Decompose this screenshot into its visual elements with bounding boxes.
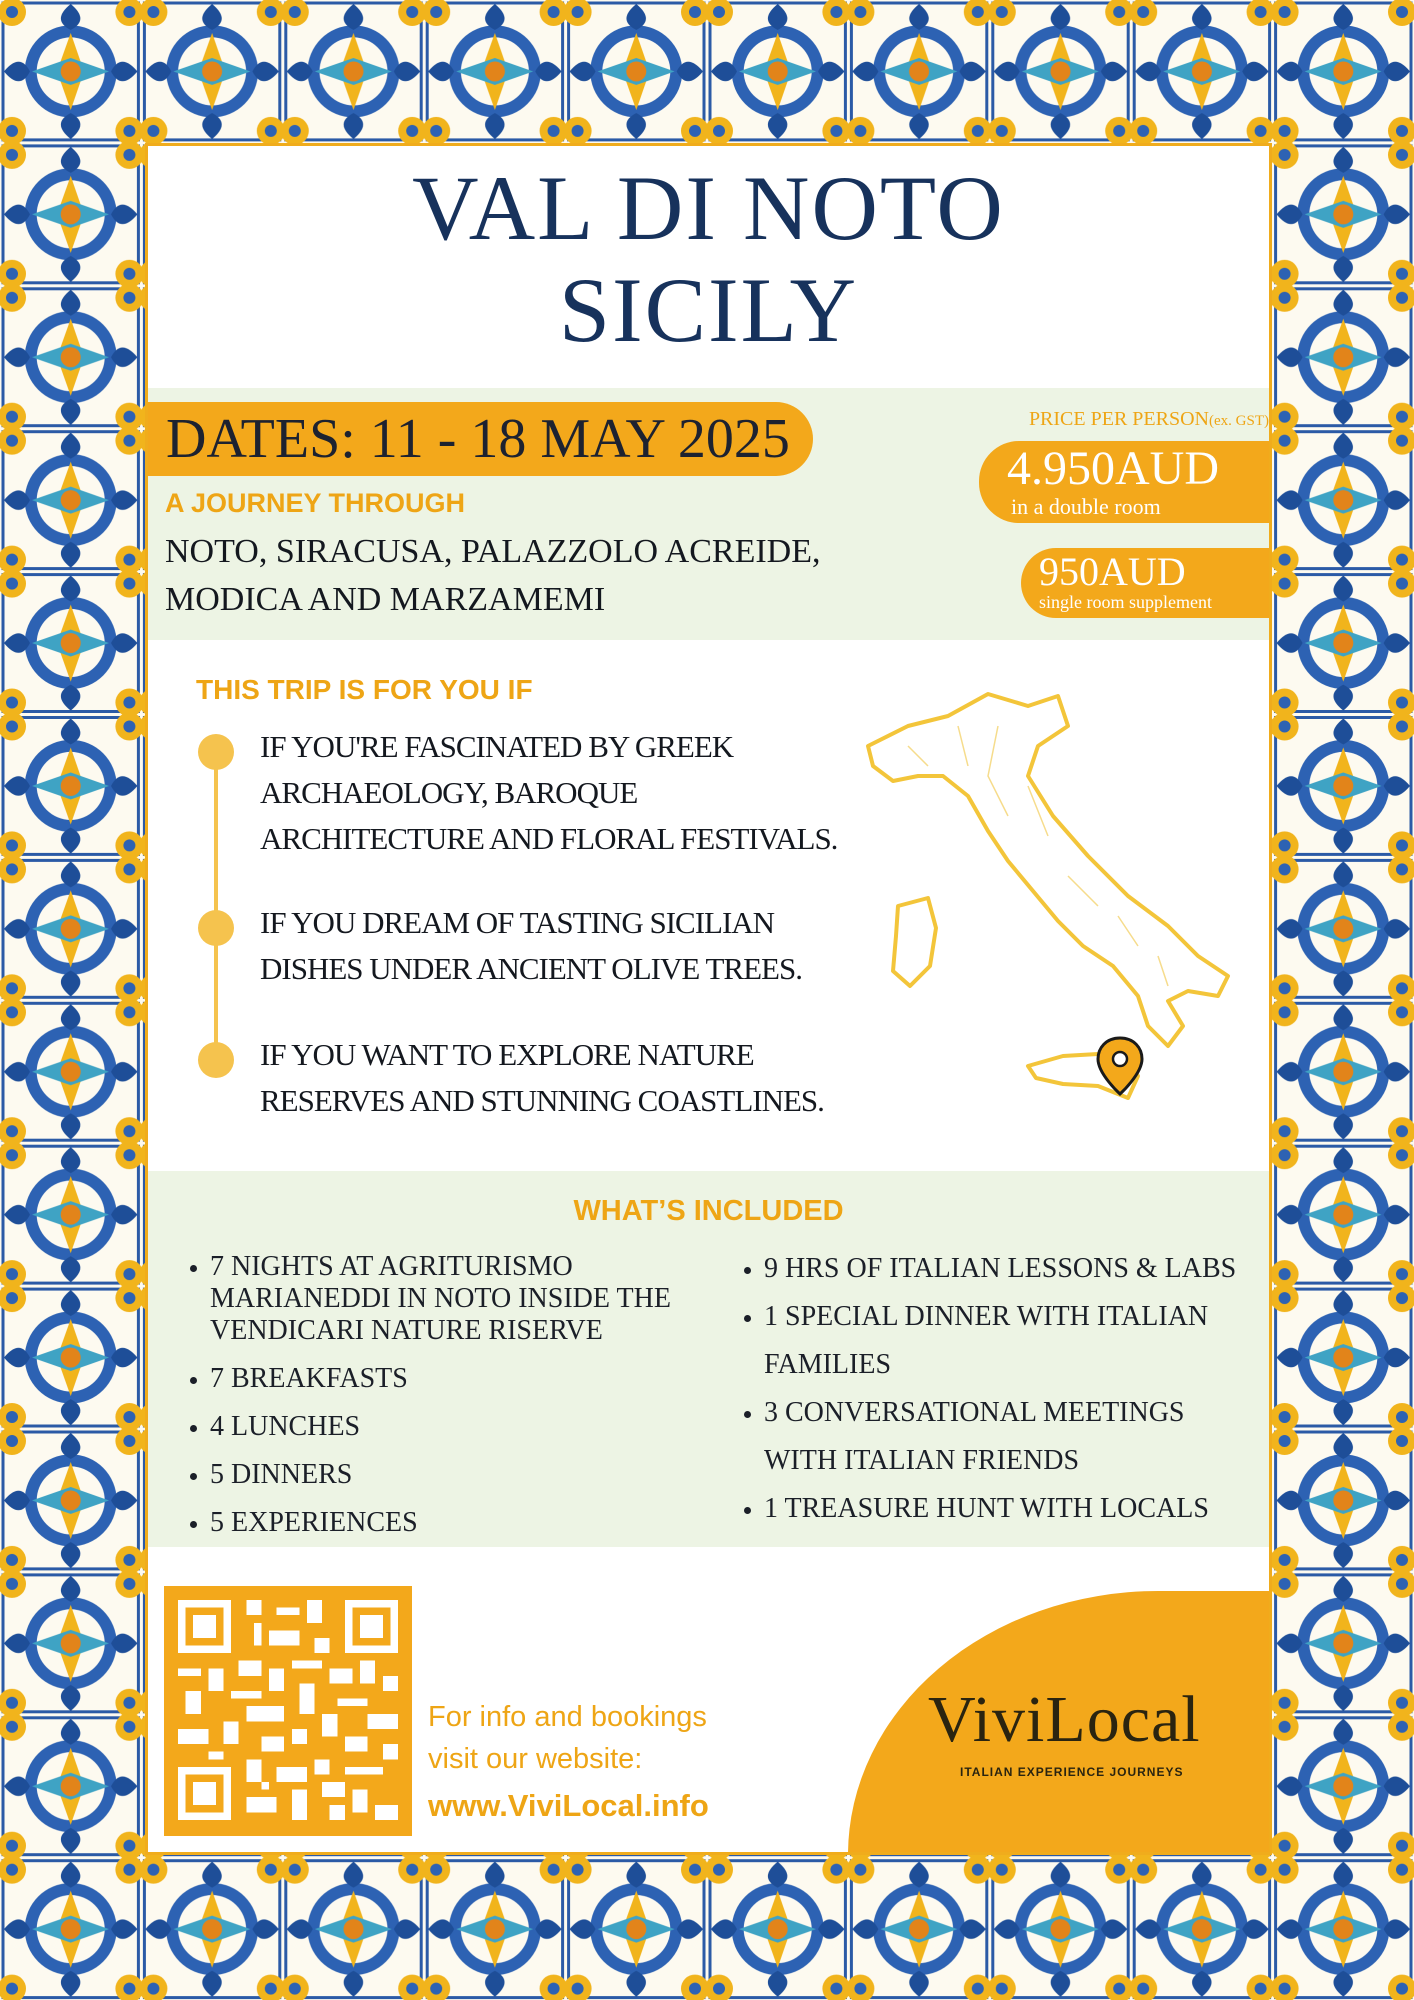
- timeline-dot-3: [198, 1042, 234, 1078]
- included-left-item-3: • 4 LUNCHES: [210, 1403, 680, 1451]
- included-right-item-3: • 3 CONVERSATIONAL MEETINGS WITH ITALIAN FRIENDS: [764, 1389, 1264, 1485]
- included-right-item-1: • 9 HRS OF ITALIAN LESSONS & LABS: [764, 1245, 1264, 1293]
- website-link[interactable]: www.ViviLocal.info: [428, 1788, 709, 1823]
- qr-code-icon[interactable]: [164, 1586, 412, 1836]
- included-left-item-1: • 7 NIGHTS AT AGRITURISMO MARIANEDDI IN NOTO INSIDE THE VENDICARI NATURE RISERVE: [210, 1251, 680, 1355]
- included-heading: WHAT’S INCLUDED: [573, 1195, 844, 1227]
- included-list-right: [734, 1245, 1264, 1533]
- timeline-line: [214, 746, 218, 1066]
- included-right-item-2: • 1 SPECIAL DINNER WITH ITALIAN FAMILIES: [764, 1293, 1264, 1389]
- info-text-line-2: visit our website:: [428, 1743, 643, 1775]
- for-you-item-3-line-2: RESERVES AND STUNNING COASTLINES.: [260, 1083, 824, 1118]
- double-room-price: 4.950AUD: [1007, 442, 1219, 495]
- for-you-item-3: [260, 1032, 824, 1124]
- title-line-1: VAL DI NOTO: [412, 157, 1005, 259]
- trip-summary-section: [148, 388, 1269, 640]
- price-label-note: (ex. GST): [1209, 413, 1269, 429]
- included-list-left: [180, 1251, 680, 1547]
- included-right-item-4: • 1 TREASURE HUNT WITH LOCALS: [764, 1485, 1264, 1533]
- dates-banner: [148, 402, 813, 476]
- for-you-item-3-line-1: IF YOU WANT TO EXPLORE NATURE: [260, 1037, 754, 1072]
- flyer-panel: [145, 143, 1272, 1855]
- double-room-note: in a double room: [1011, 494, 1161, 519]
- timeline-dot-1: [198, 734, 234, 770]
- brand-logo: ViviLocal: [928, 1683, 1201, 1756]
- for-you-item-2: [260, 900, 802, 992]
- for-you-item-2-line-2: DISHES UNDER ANCIENT OLIVE TREES.: [260, 951, 802, 986]
- italy-map-icon: [838, 666, 1258, 1106]
- price-label-text: PRICE PER PERSON: [1028, 408, 1209, 430]
- info-text-line-1: For info and bookings: [428, 1701, 707, 1733]
- brand-tagline: ITALIAN EXPERIENCE JOURNEYS: [960, 1765, 1184, 1779]
- timeline-dot-2: [198, 910, 234, 946]
- for-you-item-1: [260, 724, 837, 862]
- for-you-item-2-line-1: IF YOU DREAM OF TASTING SICILIAN: [260, 905, 775, 940]
- for-you-item-1-line-1: IF YOU'RE FASCINATED BY GREEK: [260, 729, 734, 764]
- price-label: [969, 408, 1269, 431]
- for-you-item-1-line-2: ARCHAEOLOGY, BAROQUE: [260, 775, 638, 810]
- single-supplement-note: single room supplement: [1039, 592, 1212, 612]
- journey-line-1: NOTO, SIRACUSA, PALAZZOLO ACREIDE,: [165, 533, 821, 570]
- journey-label: A JOURNEY THROUGH: [165, 488, 466, 518]
- for-you-item-1-line-3: ARCHITECTURE AND FLORAL FESTIVALS.: [260, 821, 838, 856]
- brand-block: [848, 1591, 1272, 1855]
- journey-line-2: MODICA AND MARZAMEMI: [165, 581, 606, 618]
- included-left-item-2: • 7 BREAKFASTS: [210, 1355, 680, 1403]
- dates-text: DATES: 11 - 18 MAY 2025: [166, 408, 790, 470]
- single-supplement-pill: [1021, 548, 1269, 618]
- included-section: [148, 1171, 1269, 1547]
- included-left-item-5: • 5 EXPERIENCES: [210, 1499, 680, 1547]
- double-room-price-pill: [979, 441, 1269, 523]
- title-line-2: SICILY: [558, 259, 859, 361]
- included-left-item-4: • 5 DINNERS: [210, 1451, 680, 1499]
- single-supplement-price: 950AUD: [1039, 549, 1186, 594]
- for-you-heading: THIS TRIP IS FOR YOU IF: [196, 674, 533, 705]
